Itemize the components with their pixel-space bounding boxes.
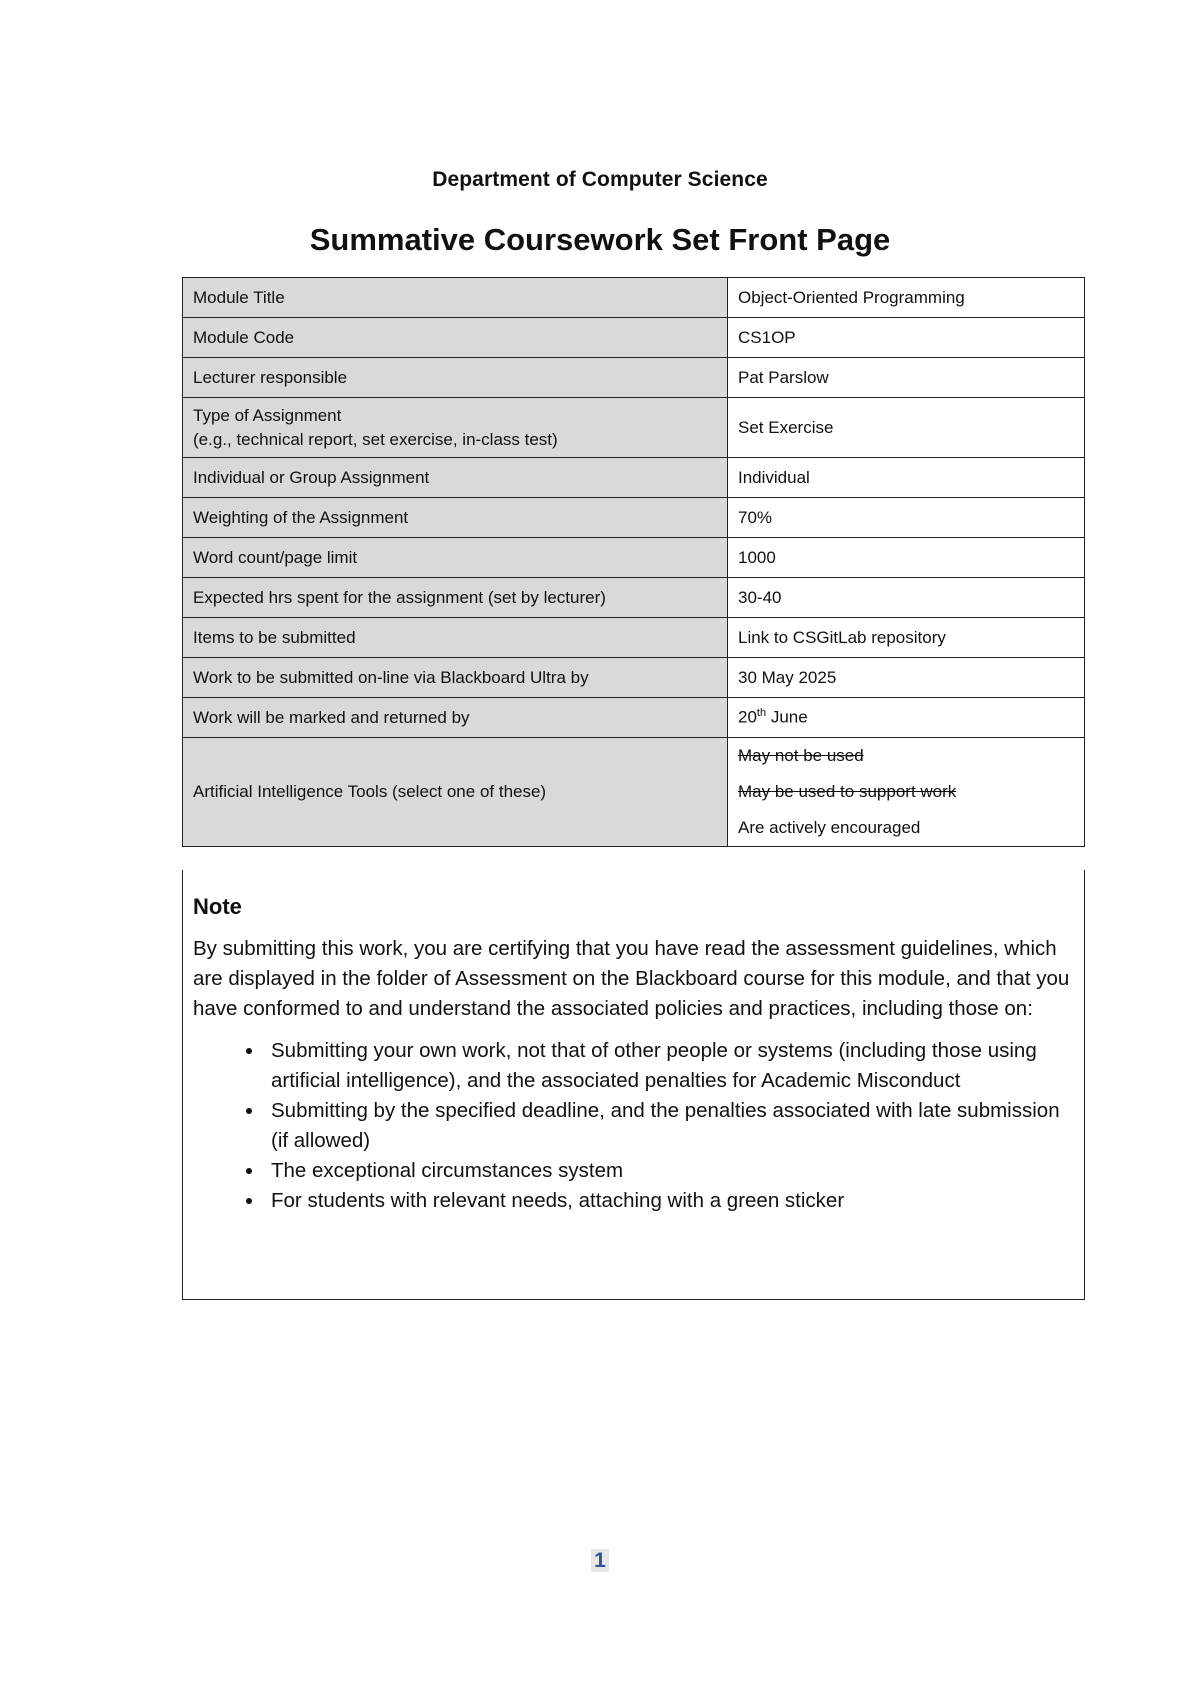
row-value: Link to CSGitLab repository bbox=[728, 618, 1085, 658]
row-label: Items to be submitted bbox=[183, 618, 728, 658]
table-row bbox=[183, 398, 1085, 458]
table-row bbox=[183, 358, 1085, 398]
row-value: 30-40 bbox=[728, 578, 1085, 618]
row-label: Work to be submitted on-line via Blackboard Ultra by bbox=[183, 658, 728, 698]
table-row bbox=[183, 658, 1085, 698]
page-number bbox=[0, 1549, 1200, 1573]
table-row bbox=[183, 278, 1085, 318]
ai-option-not-used: May not be used bbox=[738, 746, 864, 765]
row-value: Pat Parslow bbox=[728, 358, 1085, 398]
row-label: Work will be marked and returned by bbox=[183, 698, 728, 738]
table-row bbox=[183, 498, 1085, 538]
note-section bbox=[182, 870, 1085, 1300]
table-row bbox=[183, 318, 1085, 358]
row-value: 70% bbox=[728, 498, 1085, 538]
department-heading: Department of Computer Science bbox=[432, 168, 768, 191]
row-label: Expected hrs spent for the assignment (set by lecturer) bbox=[183, 578, 728, 618]
note-bullet-list bbox=[193, 1036, 1074, 1216]
row-value bbox=[728, 698, 1085, 738]
list-item: • The exceptional circumstances system bbox=[265, 1156, 1074, 1186]
list-item: • Submitting by the specified deadline, and the penalties associated with late submission (if allowed) bbox=[265, 1096, 1074, 1156]
row-label bbox=[183, 398, 728, 458]
table-row-ai-tools bbox=[183, 738, 1085, 847]
return-month: June bbox=[766, 707, 808, 727]
table-row bbox=[183, 458, 1085, 498]
row-label-main: Type of Assignment bbox=[193, 405, 342, 425]
row-label-hint: (e.g., technical report, set exercise, in-class test) bbox=[193, 429, 558, 449]
row-label: Lecturer responsible bbox=[183, 358, 728, 398]
note-paragraph: By submitting this work, you are certifying that you have read the assessment guidelines, which are displayed in the folder of Assessment on the Blackboard course for this module, and that you have conformed to and understand the associated policies and practices, including those on: bbox=[193, 937, 1070, 1020]
list-item: • Submitting your own work, not that of other people or systems (including those using artificial intelligence), and the associated penalties for Academic Misconduct bbox=[265, 1036, 1074, 1096]
ai-option-support-work: May be used to support work bbox=[738, 782, 957, 801]
row-value: CS1OP bbox=[728, 318, 1085, 358]
row-value: 1000 bbox=[728, 538, 1085, 578]
table-row bbox=[183, 698, 1085, 738]
row-label: Module Title bbox=[183, 278, 728, 318]
note-heading: Note bbox=[193, 894, 242, 919]
row-value: Object-Oriented Programming bbox=[728, 278, 1085, 318]
row-label: Module Code bbox=[183, 318, 728, 358]
table-row bbox=[183, 578, 1085, 618]
row-label: Word count/page limit bbox=[183, 538, 728, 578]
row-label: Individual or Group Assignment bbox=[183, 458, 728, 498]
row-value: Set Exercise bbox=[728, 398, 1085, 458]
row-label: Artificial Intelligence Tools (select one of these) bbox=[183, 738, 728, 847]
page-title: Summative Coursework Set Front Page bbox=[309, 222, 891, 257]
page-number-value: 1 bbox=[591, 1549, 609, 1572]
ai-options bbox=[728, 738, 1085, 847]
row-value: 30 May 2025 bbox=[728, 658, 1085, 698]
ai-option-encouraged: Are actively encouraged bbox=[738, 818, 921, 837]
coursework-info-table bbox=[182, 277, 1085, 847]
table-row bbox=[183, 618, 1085, 658]
row-label: Weighting of the Assignment bbox=[183, 498, 728, 538]
return-day: 20 bbox=[738, 707, 757, 727]
table-row bbox=[183, 538, 1085, 578]
row-value: Individual bbox=[728, 458, 1085, 498]
list-item: • For students with relevant needs, attaching with a green sticker bbox=[265, 1186, 1074, 1216]
return-day-suffix: th bbox=[756, 707, 767, 720]
